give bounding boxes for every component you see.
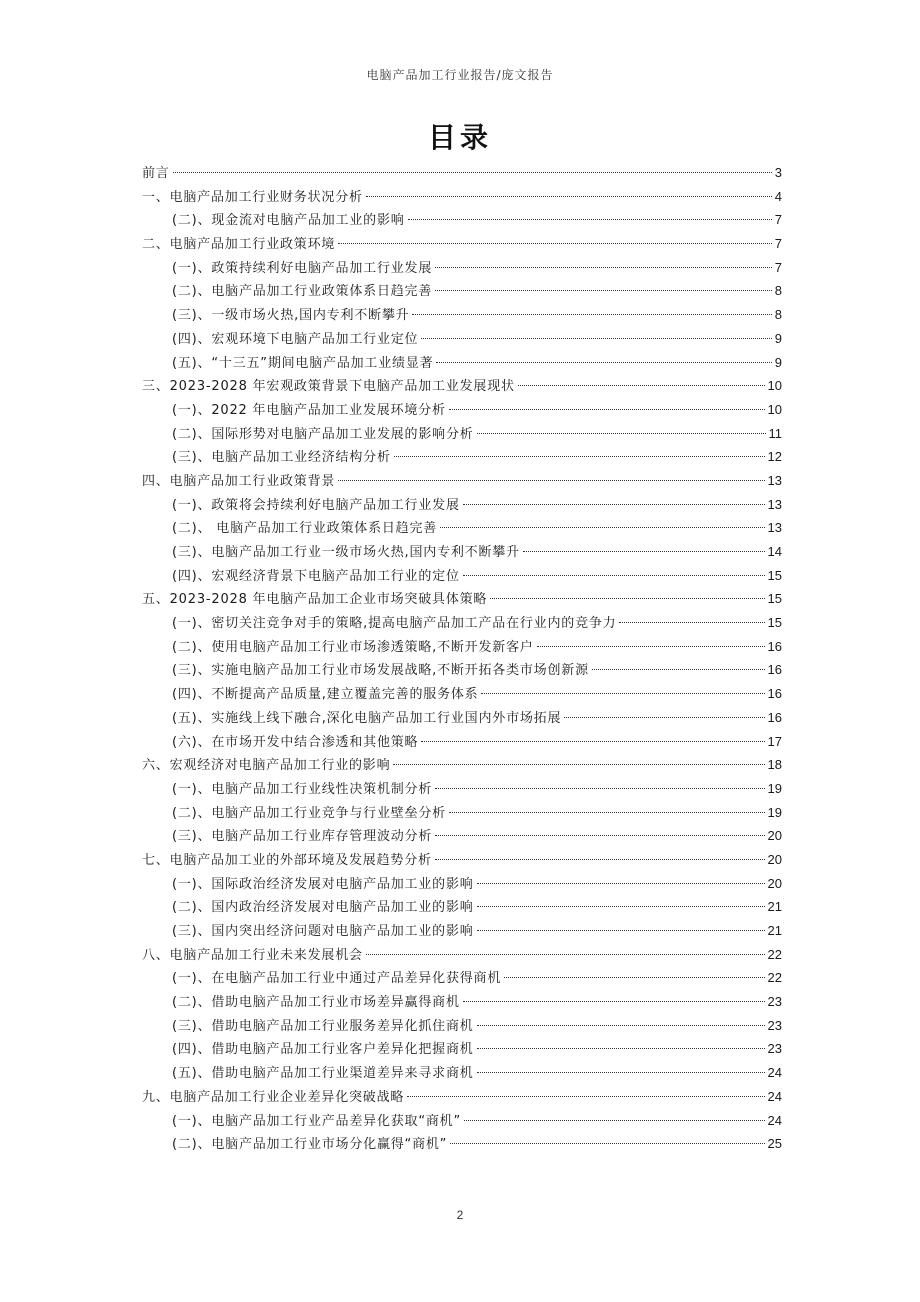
toc-entry-title: (一)、政策将会持续利好电脑产品加工行业发展 [172, 497, 460, 513]
dot-leader [435, 835, 764, 836]
toc-entry-title: (六)、在市场开发中结合渗透和其他策略 [172, 734, 419, 750]
toc-entry-title: (五)、“十三五”期间电脑产品加工业绩显著 [172, 355, 434, 371]
dot-leader [477, 1048, 765, 1049]
dot-leader [564, 717, 764, 718]
toc-entry-title: (二)、使用电脑产品加工行业市场渗透策略,不断开发新客户 [172, 639, 534, 655]
toc-entry-page: 24 [767, 1065, 782, 1081]
toc-entry-title: 七、电脑产品加工业的外部环境及发展趋势分析 [142, 852, 432, 868]
toc-entry[interactable] [142, 256, 782, 280]
toc-entry-title: (四)、不断提高产品质量,建立覆盖完善的服务体系 [172, 687, 479, 703]
toc-entry-title: (一)、密切关注竞争对手的策略,提高电脑产品加工产品在行业内的竞争力 [172, 616, 617, 632]
toc-entry[interactable] [142, 493, 782, 517]
toc-entry-title: (三)、国内突出经济问题对电脑产品加工业的影响 [172, 924, 474, 939]
toc-entry[interactable] [142, 1037, 782, 1061]
toc-entry-page: 19 [767, 780, 782, 796]
toc-entry-page: 16 [767, 709, 782, 725]
dot-leader [449, 812, 765, 813]
toc-entry[interactable] [142, 848, 782, 872]
dot-leader [619, 622, 764, 623]
toc-entry-title: 三、2023-2028 年宏观政策背景下电脑产品加工业发展现状 [142, 379, 515, 395]
toc-entry-page: 23 [767, 1041, 782, 1057]
dot-leader [421, 338, 771, 339]
toc-entry[interactable] [142, 185, 782, 209]
dot-leader [464, 1120, 765, 1121]
toc-entry[interactable] [142, 1014, 782, 1038]
toc-entry[interactable] [142, 990, 782, 1014]
toc-entry-title: (二)、借助电脑产品加工行业市场差异赢得商机 [172, 995, 460, 1011]
toc-entry-page: 8 [774, 283, 782, 299]
toc-entry[interactable] [142, 279, 782, 303]
toc-entry[interactable] [142, 943, 782, 967]
dot-leader [435, 859, 765, 860]
dot-leader [477, 883, 765, 884]
toc-entry-title: 四、电脑产品加工行业政策背景 [142, 473, 336, 489]
dot-leader [366, 954, 765, 955]
dot-leader [450, 1143, 764, 1144]
dot-leader [504, 977, 764, 978]
toc-entry-page: 16 [767, 662, 782, 678]
toc-entry-title: (一)、2022 年电脑产品加工业发展环境分析 [172, 402, 446, 418]
toc-entry[interactable] [142, 208, 782, 232]
toc-entry[interactable] [142, 398, 782, 422]
toc-entry-title: (一)、在电脑产品加工行业中通过产品差异化获得商机 [172, 971, 502, 987]
dot-leader [463, 504, 765, 505]
toc-entry-title: 二、电脑产品加工行业政策环境 [142, 237, 336, 253]
dot-leader [440, 527, 764, 528]
toc-entry-page: 16 [767, 686, 782, 702]
toc-entry[interactable] [142, 1132, 782, 1156]
toc-entry-page: 13 [767, 472, 782, 488]
toc-entry-page: 12 [767, 449, 782, 465]
page-number: 2 [456, 1208, 464, 1222]
toc-entry-page: 4 [774, 188, 782, 204]
toc-entry-page: 13 [767, 520, 782, 536]
dot-leader [523, 551, 765, 552]
toc-entry-title: (四)、借助电脑产品加工行业客户差异化把握商机 [172, 1042, 474, 1058]
dot-leader [408, 219, 772, 220]
toc-entry[interactable] [142, 516, 782, 540]
dot-leader [477, 433, 766, 434]
dot-leader [435, 267, 772, 268]
toc-entry-title: 九、电脑产品加工行业企业差异化突破战略 [142, 1089, 405, 1105]
toc-entry-page: 21 [767, 899, 782, 915]
toc-entry-page: 15 [767, 567, 782, 583]
toc-entry[interactable] [142, 753, 782, 777]
toc-entry-title: (三)、借助电脑产品加工行业服务差异化抓住商机 [172, 1018, 474, 1034]
toc-entry-page: 3 [774, 165, 782, 180]
dot-leader [338, 480, 764, 481]
toc-entry[interactable] [142, 540, 782, 564]
toc-entry[interactable] [142, 824, 782, 848]
toc-entry[interactable] [142, 895, 782, 919]
dot-leader [518, 385, 765, 386]
dot-leader [173, 172, 772, 173]
toc-entry-title: (一)、电脑产品加工行业产品差异化获取“商机” [172, 1113, 462, 1129]
toc-entry-page: 13 [767, 496, 782, 512]
toc-entry[interactable] [142, 422, 782, 446]
dot-leader [412, 314, 771, 315]
toc-entry-title: (二)、电脑产品加工行业竞争与行业壁垒分析 [172, 805, 446, 821]
table-of-contents [142, 161, 782, 1156]
dot-leader [490, 598, 764, 599]
toc-entry[interactable] [142, 682, 782, 706]
toc-entry-title: (一)、电脑产品加工行业线性决策机制分析 [172, 781, 433, 797]
page-title: 目录 [427, 121, 492, 154]
toc-entry-page: 16 [767, 638, 782, 654]
toc-entry[interactable] [142, 327, 782, 351]
toc-entry[interactable] [142, 801, 782, 825]
toc-entry[interactable] [142, 232, 782, 256]
dot-leader [481, 693, 764, 694]
dot-leader [394, 456, 765, 457]
dot-leader [393, 764, 764, 765]
toc-entry-title: 八、电脑产品加工行业未来发展机会 [142, 947, 363, 963]
toc-entry-title: 六、宏观经济对电脑产品加工行业的影响 [142, 758, 391, 774]
toc-entry-page: 18 [767, 757, 782, 773]
toc-entry[interactable] [142, 351, 782, 375]
toc-entry-title: 五、2023-2028 年电脑产品加工企业市场突破具体策略 [142, 592, 488, 608]
toc-entry[interactable] [142, 1061, 782, 1085]
toc-entry[interactable] [142, 564, 782, 588]
toc-entry[interactable] [142, 1109, 782, 1133]
toc-entry-title: (二)、电脑产品加工行业政策体系日趋完善 [172, 284, 433, 300]
toc-entry-page: 7 [774, 212, 782, 228]
toc-entry[interactable] [142, 872, 782, 896]
dot-leader [477, 906, 765, 907]
toc-entry-title: (二)、 电脑产品加工行业政策体系日趋完善 [172, 521, 438, 537]
dot-leader [449, 409, 765, 410]
toc-entry-title: (三)、一级市场火热,国内专利不断攀升 [172, 308, 410, 324]
toc-entry-page: 22 [767, 970, 782, 986]
toc-entry[interactable] [142, 777, 782, 801]
toc-entry[interactable] [142, 587, 782, 611]
toc-entry[interactable] [142, 658, 782, 682]
toc-entry[interactable] [142, 966, 782, 990]
toc-entry-title: (三)、电脑产品加工行业库存管理波动分析 [172, 829, 433, 845]
dot-leader [477, 1025, 765, 1026]
toc-entry-page: 15 [767, 615, 782, 631]
toc-entry-title: (四)、宏观经济背景下电脑产品加工行业的定位 [172, 568, 460, 584]
toc-entry[interactable] [142, 1085, 782, 1109]
toc-entry-page: 7 [774, 236, 782, 252]
toc-entry-page: 7 [774, 259, 782, 275]
dot-leader [435, 788, 764, 789]
toc-entry[interactable] [142, 611, 782, 635]
toc-entry[interactable] [142, 445, 782, 469]
toc-entry-title: (二)、电脑产品加工行业市场分化赢得“商机” [172, 1137, 448, 1153]
toc-entry-page: 15 [767, 591, 782, 607]
toc-entry[interactable] [142, 303, 782, 327]
dot-leader [463, 1001, 765, 1002]
toc-entry-page: 24 [767, 1088, 782, 1104]
toc-entry-title: (五)、借助电脑产品加工行业渠道差异来寻求商机 [172, 1066, 474, 1082]
toc-entry-page: 9 [774, 330, 782, 346]
toc-entry-page: 24 [767, 1112, 782, 1128]
toc-entry-page: 9 [774, 354, 782, 370]
dot-leader [592, 669, 765, 670]
dot-leader [477, 1072, 765, 1073]
toc-entry[interactable] [142, 635, 782, 659]
dot-leader [477, 930, 765, 931]
toc-entry-page: 23 [767, 994, 782, 1010]
toc-entry-page: 11 [768, 425, 782, 441]
toc-entry-title: (二)、国内政治经济发展对电脑产品加工业的影响 [172, 900, 474, 916]
dot-leader [537, 646, 765, 647]
toc-entry-title: (三)、电脑产品加工行业一级市场火热,国内专利不断攀升 [172, 545, 520, 560]
toc-entry-title: (四)、宏观环境下电脑产品加工行业定位 [172, 331, 419, 347]
toc-entry[interactable] [142, 706, 782, 730]
toc-entry[interactable] [142, 374, 782, 398]
toc-entry-page: 20 [767, 828, 782, 844]
dot-leader [421, 741, 764, 742]
toc-entry-title: 一、电脑产品加工行业财务状况分析 [142, 189, 363, 205]
toc-entry-page: 10 [767, 378, 782, 394]
toc-entry-page: 14 [767, 544, 782, 559]
dot-leader [366, 196, 772, 197]
toc-entry-page: 20 [767, 875, 782, 891]
toc-entry-title: 前言 [142, 166, 170, 181]
toc-entry[interactable] [142, 730, 782, 754]
running-header: 电脑产品加工行业报告/庞文报告 [366, 68, 554, 82]
dot-leader [463, 575, 765, 576]
toc-entry-page: 25 [767, 1136, 782, 1152]
toc-entry-title: (三)、实施电脑产品加工行业市场发展战略,不断开拓各类市场创新源 [172, 663, 589, 679]
toc-entry-page: 22 [767, 946, 782, 962]
dot-leader [407, 1096, 764, 1097]
toc-entry[interactable] [142, 919, 782, 943]
dot-leader [338, 243, 772, 244]
toc-entry-page: 8 [774, 307, 782, 323]
toc-entry-page: 23 [767, 1017, 782, 1033]
toc-entry-title: (一)、政策持续利好电脑产品加工行业发展 [172, 260, 433, 276]
toc-entry-title: (五)、实施线上线下融合,深化电脑产品加工行业国内外市场拓展 [172, 710, 562, 726]
toc-entry[interactable] [142, 161, 782, 185]
toc-entry-page: 10 [767, 401, 782, 417]
toc-entry-page: 17 [767, 733, 782, 749]
toc-entry-title: (二)、现金流对电脑产品加工业的影响 [172, 213, 405, 229]
dot-leader [436, 362, 771, 363]
toc-entry-title: (三)、电脑产品加工业经济结构分析 [172, 450, 391, 466]
toc-entry[interactable] [142, 469, 782, 493]
toc-entry-page: 19 [767, 804, 782, 820]
toc-entry-page: 21 [767, 923, 782, 938]
toc-entry-title: (二)、国际形势对电脑产品加工业发展的影响分析 [172, 426, 474, 442]
dot-leader [435, 290, 772, 291]
toc-entry-title: (一)、国际政治经济发展对电脑产品加工业的影响 [172, 876, 474, 892]
toc-entry-page: 20 [767, 851, 782, 867]
